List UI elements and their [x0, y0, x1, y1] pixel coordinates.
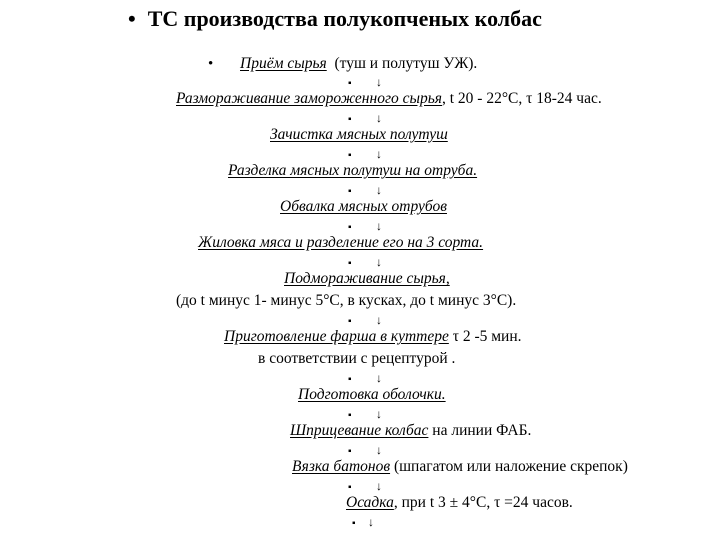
down-arrow-icon: ↓ — [376, 443, 382, 457]
step-detail: , t 20 - 22°С, τ 18-24 час. — [442, 90, 602, 107]
step-name: Приготовление фарша в куттере — [224, 328, 449, 345]
arrow-dot: ▪ — [348, 258, 352, 269]
step-freezing-detail — [176, 292, 516, 310]
step-trimming — [270, 126, 448, 144]
step-detail: (до t минус 1- минус 5°С, в кусках, до t минус 3°С). — [176, 292, 517, 309]
step-name: Шприцевание колбас — [290, 422, 429, 439]
step-detail: на линии ФАБ. — [428, 422, 532, 439]
down-arrow-icon: ↓ — [376, 371, 382, 385]
arrow-dot: ▪ — [348, 482, 352, 493]
flow-arrow — [348, 372, 382, 386]
flow-arrow — [348, 314, 382, 328]
arrow-dot: ▪ — [348, 446, 352, 457]
step-detail: (шпагатом или наложение скрепок) — [390, 458, 628, 475]
arrow-dot: ▪ — [348, 186, 352, 197]
step-name: Зачистка мясных полутуш — [270, 126, 448, 143]
arrow-dot: ▪ — [348, 222, 352, 233]
flow-arrow — [348, 76, 382, 90]
down-arrow-icon: ↓ — [376, 479, 382, 493]
step-freezing — [284, 270, 450, 288]
arrow-dot: ▪ — [352, 518, 356, 529]
down-arrow-icon: ↓ — [376, 75, 382, 89]
flow-arrow — [348, 112, 382, 126]
arrow-dot: ▪ — [348, 374, 352, 385]
step-name: Вязка батонов — [292, 458, 391, 475]
step-name: Осадка — [346, 494, 394, 511]
step-deboning — [280, 198, 447, 216]
step-name: Подмораживание сырья, — [284, 270, 450, 287]
down-arrow-icon: ↓ — [376, 407, 382, 421]
step-name: Жиловка мяса и разделение его на 3 сорта. — [198, 234, 484, 251]
flow-arrow — [348, 184, 382, 198]
down-arrow-icon: ↓ — [376, 219, 382, 233]
step-tying — [292, 458, 628, 476]
down-arrow-icon: ↓ — [376, 255, 382, 269]
step-cutting — [228, 162, 477, 180]
step-settling — [346, 494, 573, 512]
list-bullet: • — [208, 56, 214, 72]
step-name: Разделка мясных полутуш на отруба. — [228, 162, 478, 179]
arrow-dot: ▪ — [348, 114, 352, 125]
flow-arrow — [348, 148, 382, 162]
flow-arrow — [348, 256, 382, 270]
step-name: Размораживание замороженного сырья — [176, 90, 442, 107]
step-name: Приём сырья — [240, 55, 327, 72]
arrow-dot: ▪ — [348, 316, 352, 327]
down-arrow-icon: ↓ — [368, 515, 374, 529]
down-arrow-icon: ↓ — [376, 147, 382, 161]
arrow-dot: ▪ — [348, 150, 352, 161]
step-detail: в соответствии с рецептурой . — [258, 350, 456, 367]
slide-title — [128, 6, 542, 32]
step-mince-detail — [258, 350, 455, 368]
step-name: Подготовка оболочки. — [298, 386, 446, 403]
flow-arrow — [348, 444, 382, 458]
step-trimming-sorting — [198, 234, 483, 252]
step-mince-preparation — [224, 328, 522, 346]
down-arrow-icon: ↓ — [376, 313, 382, 327]
flow-arrow — [348, 220, 382, 234]
step-receiving-raw-material — [240, 55, 477, 73]
arrow-dot: ▪ — [348, 410, 352, 421]
step-casing-preparation — [298, 386, 446, 404]
arrow-dot: ▪ — [348, 78, 352, 89]
down-arrow-icon: ↓ — [376, 183, 382, 197]
step-detail: , при t 3 ± 4°С, τ =24 часов. — [393, 494, 573, 511]
step-name: Обвалка мясных отрубов — [280, 198, 447, 215]
step-detail: (туш и полутуш УЖ). — [334, 55, 478, 72]
step-thawing — [176, 90, 602, 108]
flow-arrow — [348, 480, 382, 494]
title-text: ТС производства полукопченых колбас — [147, 6, 542, 31]
flow-arrow — [348, 408, 382, 422]
step-stuffing — [290, 422, 531, 440]
flow-arrow — [352, 516, 374, 530]
down-arrow-icon: ↓ — [376, 111, 382, 125]
step-detail: τ 2 -5 мин. — [448, 328, 522, 345]
title-bullet: • — [128, 6, 136, 31]
